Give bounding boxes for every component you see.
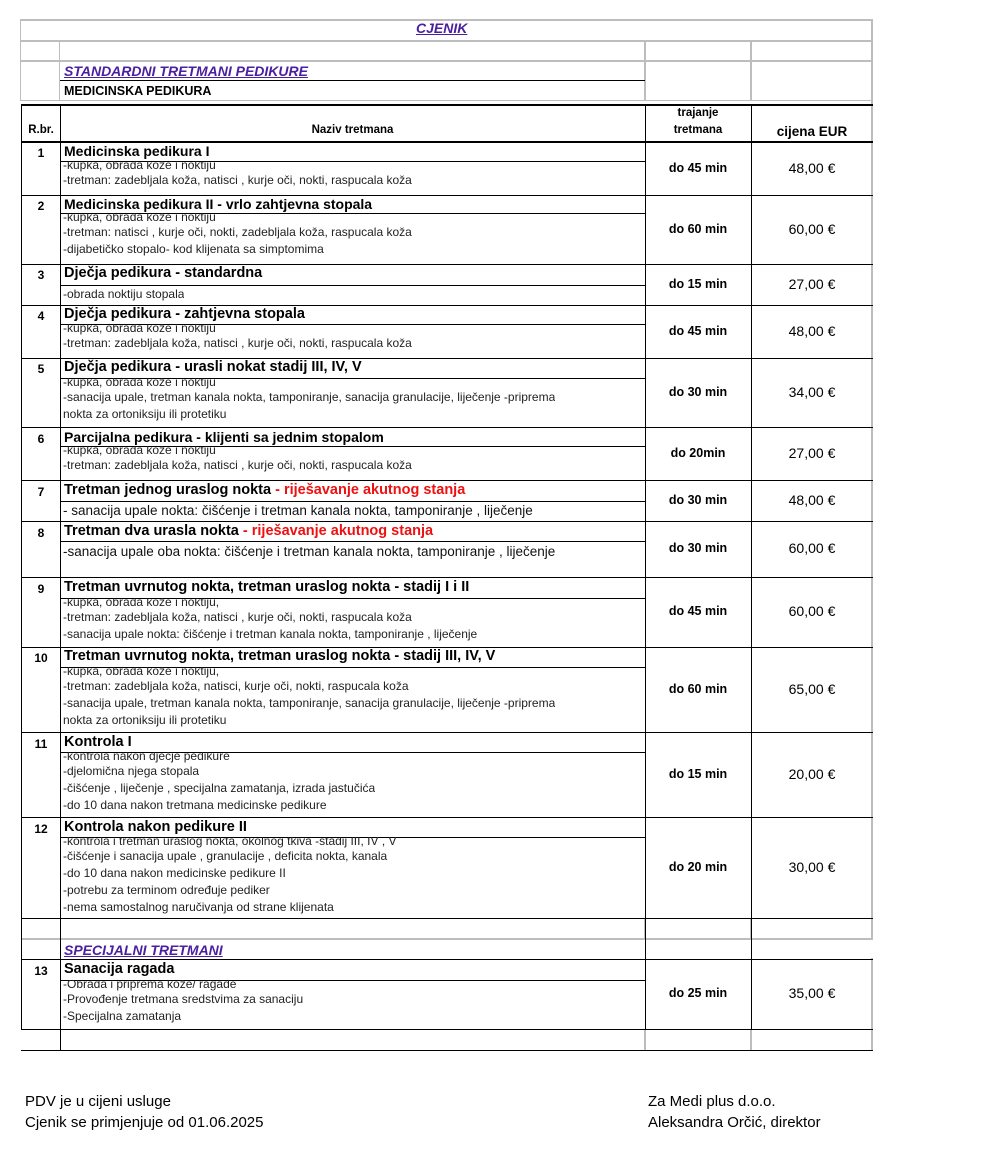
description-line: -do 10 dana nakon tretmana medicinske pedikure bbox=[63, 798, 327, 812]
description-line: -kupka, obrada kože i noktiju, bbox=[63, 598, 220, 609]
row-price: 48,00 € bbox=[788, 491, 836, 508]
row-description bbox=[63, 378, 555, 423]
row-duration: do 45 min bbox=[668, 604, 728, 618]
row-number: 10 bbox=[34, 651, 48, 665]
description-line: -sanacija upale oba nokta: čišćenje i tretman kanala nokta, tamponiranje , liječenje bbox=[63, 544, 556, 559]
description-line: -Obrada i priprema kože/ ragade bbox=[63, 980, 237, 991]
row-price: 48,00 € bbox=[788, 322, 836, 339]
row-number: 1 bbox=[37, 146, 45, 160]
row-duration: do 45 min bbox=[668, 160, 728, 175]
row-price: 65,00 € bbox=[788, 680, 836, 697]
footer-vat-note: PDV je u cijeni usluge bbox=[25, 1093, 171, 1110]
description-line: -djelomična njega stopala bbox=[63, 764, 200, 778]
row-duration: do 60 min bbox=[668, 681, 728, 696]
row-description bbox=[63, 543, 555, 560]
row-number: 8 bbox=[37, 526, 45, 540]
header-trajanje-2: tretmana bbox=[673, 124, 723, 136]
row-title-text: Sanacija ragada bbox=[64, 961, 175, 977]
row-number: 5 bbox=[37, 362, 45, 376]
row-title-text: Medicinska pedikura II - vrlo zahtjevna stopala bbox=[64, 196, 373, 212]
row-title bbox=[64, 579, 469, 595]
row-title-text: Tretman uvrnutog nokta, tretman uraslog nokta - stadij I i II bbox=[64, 579, 470, 595]
description-line: -tretman: zadebljala koža, natisci, kurje oči, nokti, raspucala koža bbox=[63, 679, 409, 693]
description-line: -potrebu za terminom određuje pediker bbox=[63, 883, 270, 897]
footer-right bbox=[648, 1091, 821, 1133]
description-line: -kupka, obrada kože i noktiju, bbox=[63, 667, 220, 678]
row-title-text: Parcijalna pedikura - klijenti sa jednim stopalom bbox=[64, 429, 384, 445]
row-price: 34,00 € bbox=[788, 383, 836, 400]
row-title bbox=[64, 523, 433, 539]
description-line: -Specijalna zamatanja bbox=[63, 1009, 182, 1023]
row-duration: do 30 min bbox=[668, 541, 728, 555]
description-line: -tretman: natisci , kurje oči, nokti, zadebljala koža, raspucala koža bbox=[63, 225, 412, 239]
subsection-heading: MEDICINSKA PEDIKURA bbox=[64, 84, 212, 98]
row-title-urgent: - riješavanje akutnog stanja bbox=[275, 482, 466, 498]
description-line: -kupka, obrada kože i noktiju bbox=[63, 213, 216, 224]
row-description bbox=[63, 980, 303, 1025]
row-number: 4 bbox=[37, 309, 45, 323]
row-price: 27,00 € bbox=[788, 444, 836, 461]
row-title-text: Medicinska pedikura I bbox=[64, 143, 210, 159]
row-price: 60,00 € bbox=[788, 220, 836, 237]
row-title-text: Tretman dva urasla nokta bbox=[64, 523, 243, 539]
description-line: -kontrola i tretman uraslog nokta, okolnog tkiva -stadij III, IV , V bbox=[63, 837, 397, 848]
description-line: -sanacija upale nokta: čišćenje i tretman kanala nokta, tamponiranje , liječenje bbox=[63, 627, 478, 641]
row-title-text: Dječja pedikura - urasli nokat stadij III, IV, V bbox=[64, 359, 362, 375]
row-description bbox=[63, 667, 555, 729]
row-duration: do 15 min bbox=[668, 276, 728, 291]
row-title bbox=[64, 819, 247, 835]
row-title bbox=[64, 482, 465, 498]
row-number: 2 bbox=[37, 199, 45, 213]
row-duration: do 45 min bbox=[668, 323, 728, 338]
description-line: -sanacija upale, tretman kanala nokta, tamponiranje, sanacija granulacije, liječenje -priprema bbox=[63, 696, 556, 710]
row-title bbox=[64, 143, 210, 159]
header-naziv: Naziv tretmana bbox=[311, 124, 394, 136]
description-line: -sanacija upale, tretman kanala nokta, tamponiranje, sanacija granulacije, liječenje -priprema bbox=[63, 390, 556, 404]
row-duration: do 60 min bbox=[668, 221, 728, 236]
row-duration: do 20 min bbox=[668, 859, 728, 874]
row-number: 11 bbox=[34, 737, 48, 751]
description-line: -kupka, obrada kože i noktiju bbox=[63, 324, 216, 335]
description-line: nokta za ortoniksiju ili protetiku bbox=[63, 407, 227, 421]
row-description bbox=[63, 213, 412, 258]
row-number: 7 bbox=[37, 485, 45, 499]
description-line: -obrada noktiju stopala bbox=[63, 287, 185, 301]
footer-company: Za Medi plus d.o.o. bbox=[648, 1093, 776, 1110]
row-title bbox=[64, 429, 384, 445]
row-number: 6 bbox=[37, 432, 45, 446]
row-price: 35,00 € bbox=[788, 985, 836, 1001]
row-price: 30,00 € bbox=[788, 858, 836, 875]
row-price: 60,00 € bbox=[788, 540, 836, 556]
description-line: -do 10 dana nakon medicinske pedikure II bbox=[63, 866, 286, 880]
row-price: 27,00 € bbox=[788, 275, 836, 292]
row-description bbox=[63, 446, 412, 474]
section-standard-heading: STANDARDNI TRETMANI PEDIKURE bbox=[64, 63, 308, 79]
row-title-text: Dječja pedikura - zahtjevna stopala bbox=[64, 306, 305, 322]
footer-valid-from: Cjenik se primjenjuje od 01.06.2025 bbox=[25, 1114, 264, 1131]
description-line: -Provođenje tretmana sredstvima za sanaciju bbox=[63, 992, 304, 1006]
row-description bbox=[63, 161, 412, 189]
row-title bbox=[64, 648, 495, 664]
header-trajanje-1: trajanje bbox=[677, 107, 719, 119]
row-number: 3 bbox=[37, 268, 45, 282]
row-duration: do 15 min bbox=[668, 766, 728, 781]
description-line: -čišćenje , liječenje , specijalna zamatanja, izrada jastučića bbox=[63, 781, 376, 795]
row-price: 20,00 € bbox=[788, 765, 836, 782]
page-title: CJENIK bbox=[416, 20, 468, 36]
description-line: -čišćenje i sanacija upale , granulacije , deficita nokta, kanala bbox=[63, 849, 388, 863]
row-title-text: Dječja pedikura - standardna bbox=[64, 265, 263, 281]
row-title bbox=[64, 265, 262, 281]
description-line: -kontrola nakon dječje pedikure bbox=[63, 752, 230, 763]
row-title-text: Tretman uvrnutog nokta, tretman uraslog nokta - stadij III, IV, V bbox=[64, 648, 496, 664]
row-title-text: Tretman jednog uraslog nokta bbox=[64, 482, 276, 498]
row-price: 60,00 € bbox=[788, 603, 836, 619]
row-title bbox=[64, 961, 174, 977]
footer-signatory: Aleksandra Orčić, direktor bbox=[648, 1114, 821, 1131]
footer-left bbox=[25, 1091, 263, 1133]
description-line: -tretman: zadebljala koža, natisci , kurje oči, nokti, raspucala koža bbox=[63, 173, 412, 187]
row-title-urgent: - riješavanje akutnog stanja bbox=[242, 523, 434, 539]
row-description bbox=[63, 752, 375, 814]
row-title bbox=[64, 734, 132, 750]
description-line: -tretman: zadebljala koža, natisci , kurje oči, nokti, raspucala koža bbox=[63, 458, 412, 472]
row-title bbox=[64, 306, 305, 322]
row-title bbox=[64, 196, 372, 212]
row-number: 13 bbox=[34, 964, 48, 978]
row-duration: do 20min bbox=[670, 445, 726, 460]
description-line: -tretman: zadebljala koža, natisci , kurje oči, nokti, raspucala koža bbox=[63, 336, 412, 350]
description-line: -kupka, obrada kože i noktiju bbox=[63, 161, 216, 172]
description-line: - sanacija upale nokta: čišćenje i tretman kanala nokta, tamponiranje , liječenje bbox=[63, 503, 533, 518]
row-title-text: Kontrola nakon pedikure II bbox=[64, 819, 247, 835]
description-line: -kupka, obrada kože i noktiju bbox=[63, 378, 216, 389]
row-duration: do 30 min bbox=[668, 492, 728, 507]
description-line: nokta za ortoniksiju ili protetiku bbox=[63, 713, 227, 727]
row-price: 48,00 € bbox=[788, 159, 836, 176]
row-description bbox=[63, 502, 533, 519]
header-rbr: R.br. bbox=[28, 124, 54, 136]
section-special-heading: SPECIJALNI TRETMANI bbox=[64, 942, 223, 958]
row-description bbox=[63, 286, 184, 303]
row-description bbox=[63, 324, 412, 352]
header-cijena: cijena EUR bbox=[776, 124, 848, 139]
row-description bbox=[63, 598, 477, 643]
row-description bbox=[63, 837, 397, 916]
row-duration: do 25 min bbox=[668, 986, 728, 1000]
row-number: 12 bbox=[34, 822, 48, 836]
description-line: -kupka, obrada kože i noktiju bbox=[63, 446, 216, 457]
row-title bbox=[64, 359, 362, 375]
description-line: -tretman: zadebljala koža, natisci , kurje oči, nokti, raspucala koža bbox=[63, 610, 412, 624]
description-line: -nema samostalnog naručivanja od strane klijenata bbox=[63, 900, 334, 914]
row-duration: do 30 min bbox=[668, 384, 728, 399]
description-line: -dijabetičko stopalo- kod klijenata sa simptomima bbox=[63, 242, 324, 256]
row-title-text: Kontrola I bbox=[64, 734, 132, 750]
row-number: 9 bbox=[37, 582, 45, 596]
